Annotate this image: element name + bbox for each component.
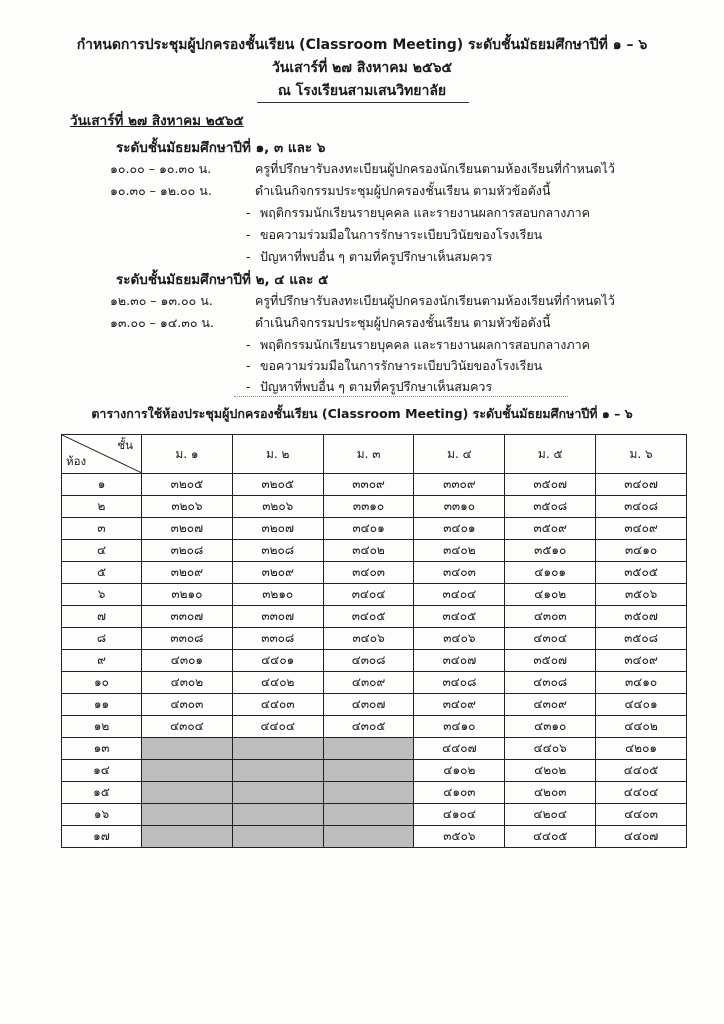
section-title-2: ระดับชั้นมัธยมศึกษาปีที่ ๒, ๔ และ ๕ xyxy=(116,272,329,288)
agenda-text: ปัญหาที่พบอื่น ๆ ตามที่ครูปรึกษาเห็นสมควร xyxy=(260,249,493,264)
room-number-cell: ๓๓๐๙ xyxy=(414,474,505,496)
column-header: ม. ๓ xyxy=(323,435,414,474)
schedule-time: ๑๐.๓๐ – ๑๒.๐๐ น. xyxy=(110,183,212,198)
room-number-cell: ๔๔๐๕ xyxy=(596,760,687,782)
room-number-cell: ๓๒๐๖ xyxy=(232,496,323,518)
document-venue: ณ โรงเรียนสามเสนวิทยาลัย xyxy=(277,83,447,99)
room-number-cell: ๔๔๐๕ xyxy=(505,826,596,848)
room-number-cell: ๓๕๐๘ xyxy=(505,496,596,518)
room-number-cell: ๓๔๐๖ xyxy=(323,628,414,650)
column-header: ม. ๑ xyxy=(142,435,233,474)
agenda-text: พฤติกรรมนักเรียนรายบุคคล และรายงานผลการสอบกลางภาค xyxy=(260,337,590,352)
schedule-activity: ครูที่ปรึกษารับลงทะเบียนผู้ปกครองนักเรียนตามห้องเรียนที่กำหนดไว้ xyxy=(255,293,615,308)
bullet-dash: - xyxy=(246,337,251,352)
schedule-row xyxy=(110,181,551,201)
agenda-item xyxy=(246,247,492,267)
room-number-cell: ๔๓๐๔ xyxy=(505,628,596,650)
schedule-activity: ครูที่ปรึกษารับลงทะเบียนผู้ปกครองนักเรียนตามห้องเรียนที่กำหนดไว้ xyxy=(255,161,615,176)
agenda-item xyxy=(246,225,542,245)
room-number-cell: ๓๔๐๕ xyxy=(414,606,505,628)
room-number-cell: ๓๔๐๓ xyxy=(323,562,414,584)
room-number-cell: ๓๔๐๗ xyxy=(596,474,687,496)
room-number-cell: ๓๒๑๐ xyxy=(142,584,233,606)
table-row xyxy=(62,804,687,826)
room-number-cell: ๔๓๐๙ xyxy=(323,672,414,694)
corner-label-room: ห้อง xyxy=(66,454,87,468)
room-number-cell: ๓๒๐๕ xyxy=(232,474,323,496)
room-number-cell: ๔๑๐๓ xyxy=(414,782,505,804)
section-title-1: ระดับชั้นมัธยมศึกษาปีที่ ๑, ๓ และ ๖ xyxy=(116,140,326,156)
room-number-cell: ๓๔๑๐ xyxy=(596,540,687,562)
table-row xyxy=(62,694,687,716)
room-number-cell: ๓๒๐๘ xyxy=(232,540,323,562)
room-number-cell: ๓๕๐๙ xyxy=(505,518,596,540)
table-row xyxy=(62,518,687,540)
table-row xyxy=(62,782,687,804)
room-number-cell: ๓๕๐๖ xyxy=(414,826,505,848)
agenda-text: พฤติกรรมนักเรียนรายบุคคล และรายงานผลการสอบกลางภาค xyxy=(260,205,590,220)
row-header-room: ๑ xyxy=(62,474,142,496)
schedule-time: ๑๓.๐๐ – ๑๔.๓๐ น. xyxy=(110,315,214,330)
room-number-cell: ๓๒๑๐ xyxy=(232,584,323,606)
row-header-room: ๘ xyxy=(62,628,142,650)
room-number-cell: ๓๔๐๙ xyxy=(414,694,505,716)
room-number-cell: ๓๓๑๐ xyxy=(414,496,505,518)
room-number-cell: ๓๒๐๗ xyxy=(232,518,323,540)
table-row xyxy=(62,826,687,848)
document-title: กำหนดการประชุมผู้ปกครองชั้นเรียน (Classroom Meeting) ระดับชั้นมัธยมศึกษาปีที่ ๑ – ๖ xyxy=(76,37,648,53)
room-number-cell: ๓๔๐๙ xyxy=(596,650,687,672)
room-number-cell: ๔๔๐๔ xyxy=(232,716,323,738)
unused-cell xyxy=(232,738,323,760)
room-number-cell: ๔๔๐๑ xyxy=(232,650,323,672)
room-number-cell: ๓๔๐๘ xyxy=(596,496,687,518)
table-row xyxy=(62,584,687,606)
room-number-cell: ๔๒๐๔ xyxy=(505,804,596,826)
room-number-cell: ๔๓๑๐ xyxy=(505,716,596,738)
room-number-cell: ๔๓๐๒ xyxy=(142,672,233,694)
bullet-dash: - xyxy=(246,205,251,220)
room-number-cell: ๓๓๑๐ xyxy=(323,496,414,518)
room-number-cell: ๔๓๐๓ xyxy=(142,694,233,716)
row-header-room: ๖ xyxy=(62,584,142,606)
unused-cell xyxy=(142,804,233,826)
room-number-cell: ๓๔๑๐ xyxy=(596,672,687,694)
column-header: ม. ๒ xyxy=(232,435,323,474)
row-header-room: ๒ xyxy=(62,496,142,518)
room-number-cell: ๔๒๐๑ xyxy=(596,738,687,760)
room-number-cell: ๔๓๐๘ xyxy=(505,672,596,694)
document-date: วันเสาร์ที่ ๒๗ สิงหาคม ๒๕๖๕ xyxy=(271,60,453,76)
room-number-cell: ๓๔๐๓ xyxy=(414,562,505,584)
room-number-cell: ๓๕๐๗ xyxy=(505,650,596,672)
table-body xyxy=(62,474,687,848)
unused-cell xyxy=(232,760,323,782)
room-number-cell: ๔๑๐๑ xyxy=(505,562,596,584)
room-number-cell: ๓๓๐๗ xyxy=(142,606,233,628)
room-number-cell: ๔๑๐๔ xyxy=(414,804,505,826)
row-header-room: ๙ xyxy=(62,650,142,672)
title-underline xyxy=(257,102,469,103)
agenda-item xyxy=(246,377,492,397)
room-number-cell: ๔๓๐๗ xyxy=(323,694,414,716)
row-header-room: ๗ xyxy=(62,606,142,628)
agenda-text: ปัญหาที่พบอื่น ๆ ตามที่ครูปรึกษาเห็นสมควร xyxy=(260,379,493,394)
schedule-time: ๑๒.๓๐ – ๑๓.๐๐ น. xyxy=(110,293,213,308)
room-number-cell: ๔๓๐๙ xyxy=(505,694,596,716)
room-number-cell: ๓๔๑๐ xyxy=(414,716,505,738)
room-number-cell: ๓๓๐๗ xyxy=(232,606,323,628)
row-header-room: ๑๗ xyxy=(62,826,142,848)
agenda-item xyxy=(246,335,590,355)
room-number-cell: ๔๓๐๔ xyxy=(142,716,233,738)
room-number-cell: ๓๓๐๘ xyxy=(232,628,323,650)
room-number-cell: ๓๒๐๘ xyxy=(142,540,233,562)
room-number-cell: ๓๕๐๗ xyxy=(505,474,596,496)
table-row xyxy=(62,738,687,760)
bullet-dash: - xyxy=(246,227,251,242)
agenda-text: ขอความร่วมมือในการรักษาระเบียบวินัยของโรงเรียน xyxy=(260,358,543,373)
room-number-cell: ๔๑๐๒ xyxy=(414,760,505,782)
room-number-cell: ๓๔๐๘ xyxy=(414,672,505,694)
unused-cell xyxy=(232,804,323,826)
unused-cell xyxy=(323,738,414,760)
room-number-cell: ๓๒๐๙ xyxy=(142,562,233,584)
unused-cell xyxy=(142,738,233,760)
dotted-divider xyxy=(234,396,568,397)
room-number-cell: ๔๓๐๘ xyxy=(323,650,414,672)
room-number-cell: ๓๕๐๘ xyxy=(596,628,687,650)
unused-cell xyxy=(323,782,414,804)
row-header-room: ๑๑ xyxy=(62,694,142,716)
table-row xyxy=(62,540,687,562)
room-number-cell: ๓๕๐๖ xyxy=(596,584,687,606)
room-number-cell: ๓๔๐๗ xyxy=(414,650,505,672)
room-number-cell: ๓๔๐๕ xyxy=(323,606,414,628)
room-number-cell: ๓๔๐๒ xyxy=(414,540,505,562)
room-number-cell: ๓๕๑๐ xyxy=(505,540,596,562)
unused-cell xyxy=(323,826,414,848)
unused-cell xyxy=(232,826,323,848)
row-header-room: ๑๖ xyxy=(62,804,142,826)
room-number-cell: ๓๔๐๙ xyxy=(596,518,687,540)
unused-cell xyxy=(142,826,233,848)
unused-cell xyxy=(232,782,323,804)
row-header-room: ๑๕ xyxy=(62,782,142,804)
room-number-cell: ๔๓๐๑ xyxy=(142,650,233,672)
room-number-cell: ๔๓๐๕ xyxy=(323,716,414,738)
agenda-item xyxy=(246,356,542,376)
schedule-row xyxy=(110,159,615,179)
room-number-cell: ๓๔๐๖ xyxy=(414,628,505,650)
unused-cell xyxy=(323,760,414,782)
table-row xyxy=(62,672,687,694)
row-header-room: ๕ xyxy=(62,562,142,584)
room-number-cell: ๓๒๐๕ xyxy=(142,474,233,496)
room-number-cell: ๔๔๐๒ xyxy=(596,716,687,738)
room-number-cell: ๔๒๐๒ xyxy=(505,760,596,782)
row-header-room: ๑๓ xyxy=(62,738,142,760)
column-header: ม. ๖ xyxy=(596,435,687,474)
table-header-row xyxy=(62,435,687,474)
schedule-activity: ดำเนินกิจกรรมประชุมผู้ปกครองชั้นเรียน ตามหัวข้อดังนี้ xyxy=(255,315,551,330)
table-row xyxy=(62,716,687,738)
corner-label-grade: ชั้น xyxy=(117,438,133,452)
room-number-cell: ๔๔๐๗ xyxy=(596,826,687,848)
table-title: ตารางการใช้ห้องประชุมผู้ปกครองชั้นเรียน (Classroom Meeting) ระดับชั้นมัธยมศึกษาปีที่ ๑ – ๖ xyxy=(91,406,633,421)
row-header-room: ๑๒ xyxy=(62,716,142,738)
agenda-item xyxy=(246,203,590,223)
room-number-cell: ๓๒๐๗ xyxy=(142,518,233,540)
schedule-time: ๑๐.๐๐ – ๑๐.๓๐ น. xyxy=(110,161,212,176)
room-number-cell: ๔๔๐๓ xyxy=(596,804,687,826)
table-row xyxy=(62,760,687,782)
schedule-activity: ดำเนินกิจกรรมประชุมผู้ปกครองชั้นเรียน ตามหัวข้อดังนี้ xyxy=(255,183,551,198)
room-number-cell: ๔๔๐๖ xyxy=(505,738,596,760)
row-header-room: ๑๐ xyxy=(62,672,142,694)
unused-cell xyxy=(323,804,414,826)
date-heading: วันเสาร์ที่ ๒๗ สิงหาคม ๒๕๖๕ xyxy=(70,113,244,129)
room-number-cell: ๓๔๐๔ xyxy=(414,584,505,606)
room-number-cell: ๓๓๐๘ xyxy=(142,628,233,650)
table-corner-cell xyxy=(62,435,142,474)
room-number-cell: ๓๔๐๒ xyxy=(323,540,414,562)
table-row xyxy=(62,562,687,584)
bullet-dash: - xyxy=(246,379,251,394)
room-number-cell: ๓๒๐๖ xyxy=(142,496,233,518)
room-number-cell: ๔๔๐๓ xyxy=(232,694,323,716)
room-number-cell: ๔๔๐๔ xyxy=(596,782,687,804)
room-number-cell: ๓๓๐๙ xyxy=(323,474,414,496)
column-header: ม. ๕ xyxy=(505,435,596,474)
row-header-room: ๓ xyxy=(62,518,142,540)
table-row xyxy=(62,650,687,672)
bullet-dash: - xyxy=(246,249,251,264)
row-header-room: ๔ xyxy=(62,540,142,562)
room-number-cell: ๔๔๐๒ xyxy=(232,672,323,694)
room-number-cell: ๓๔๐๑ xyxy=(323,518,414,540)
unused-cell xyxy=(142,782,233,804)
agenda-text: ขอความร่วมมือในการรักษาระเบียบวินัยของโรงเรียน xyxy=(260,227,543,242)
schedule-row xyxy=(110,313,551,333)
schedule-row xyxy=(110,291,615,311)
bullet-dash: - xyxy=(246,358,251,373)
unused-cell xyxy=(142,760,233,782)
room-number-cell: ๓๕๐๗ xyxy=(596,606,687,628)
room-number-cell: ๔๔๐๑ xyxy=(596,694,687,716)
column-header: ม. ๔ xyxy=(414,435,505,474)
room-number-cell: ๓๔๐๑ xyxy=(414,518,505,540)
room-allocation-table xyxy=(61,434,687,848)
room-number-cell: ๔๒๐๓ xyxy=(505,782,596,804)
room-number-cell: ๔๓๐๓ xyxy=(505,606,596,628)
room-number-cell: ๓๕๐๕ xyxy=(596,562,687,584)
room-number-cell: ๔๑๐๒ xyxy=(505,584,596,606)
table-row xyxy=(62,628,687,650)
room-number-cell: ๓๔๐๔ xyxy=(323,584,414,606)
room-number-cell: ๓๒๐๙ xyxy=(232,562,323,584)
row-header-room: ๑๔ xyxy=(62,760,142,782)
room-number-cell: ๔๔๐๗ xyxy=(414,738,505,760)
table-row xyxy=(62,496,687,518)
table-row xyxy=(62,474,687,496)
table-row xyxy=(62,606,687,628)
